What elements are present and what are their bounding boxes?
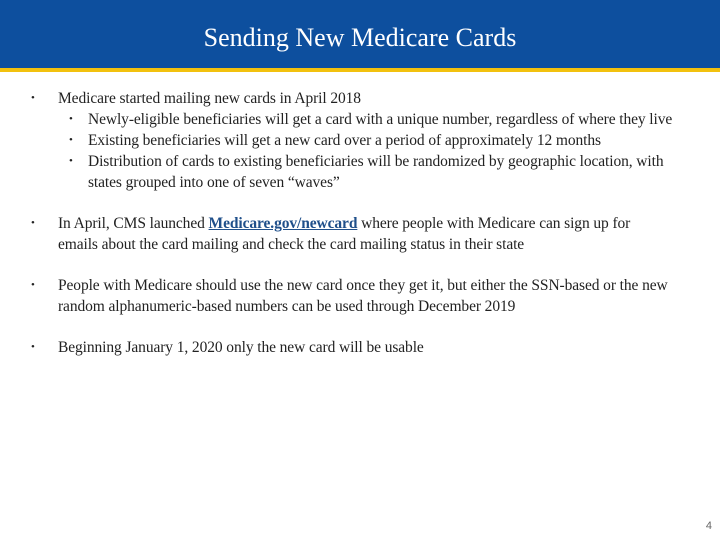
bullet-text: Medicare started mailing new cards in April 2018 xyxy=(58,90,361,107)
bullet-icon: • xyxy=(31,92,35,104)
bullet-icon: • xyxy=(69,113,73,125)
bullet-icon: • xyxy=(31,217,35,229)
bullet-text-before-link: In April, CMS launched xyxy=(58,215,209,232)
page-number: 4 xyxy=(705,520,712,532)
bullet-item xyxy=(0,88,670,109)
slide-body xyxy=(0,88,720,358)
sub-bullet-item xyxy=(0,130,678,151)
medicare-newcard-link[interactable]: Medicare.gov/newcard xyxy=(208,215,358,232)
sub-bullet-text: Existing beneficiaries will get a new card over a period of approximately 12 months xyxy=(88,132,601,149)
bullet-text: People with Medicare should use the new card once they get it, but either the SSN-based or the new random alphanumeric-based numbers can be used through December 2019 xyxy=(58,277,668,315)
bullet-item xyxy=(0,213,670,255)
bullet-icon: • xyxy=(69,134,73,146)
title-banner xyxy=(0,0,720,72)
bullet-text: Beginning January 1, 2020 only the new card will be usable xyxy=(58,339,424,356)
sub-bullet-item xyxy=(0,151,678,193)
sub-bullet-item xyxy=(0,109,678,130)
sub-bullet-text: Newly-eligible beneficiaries will get a card with a unique number, regardless of where they live xyxy=(88,111,673,128)
sub-bullet-text: Distribution of cards to existing beneficiaries will be randomized by geographic location, with states grouped into one of seven “waves” xyxy=(88,153,664,191)
bullet-item xyxy=(0,275,670,317)
bullet-item xyxy=(0,337,670,358)
bullet-icon: • xyxy=(69,155,73,167)
bullet-icon: • xyxy=(31,341,35,353)
bullet-icon: • xyxy=(31,279,35,291)
slide-title: Sending New Medicare Cards xyxy=(203,23,517,52)
bullet-text-after-link: where people with Medicare can sign up for emails about the card mailing and check the card mailing status in their state xyxy=(58,215,631,253)
